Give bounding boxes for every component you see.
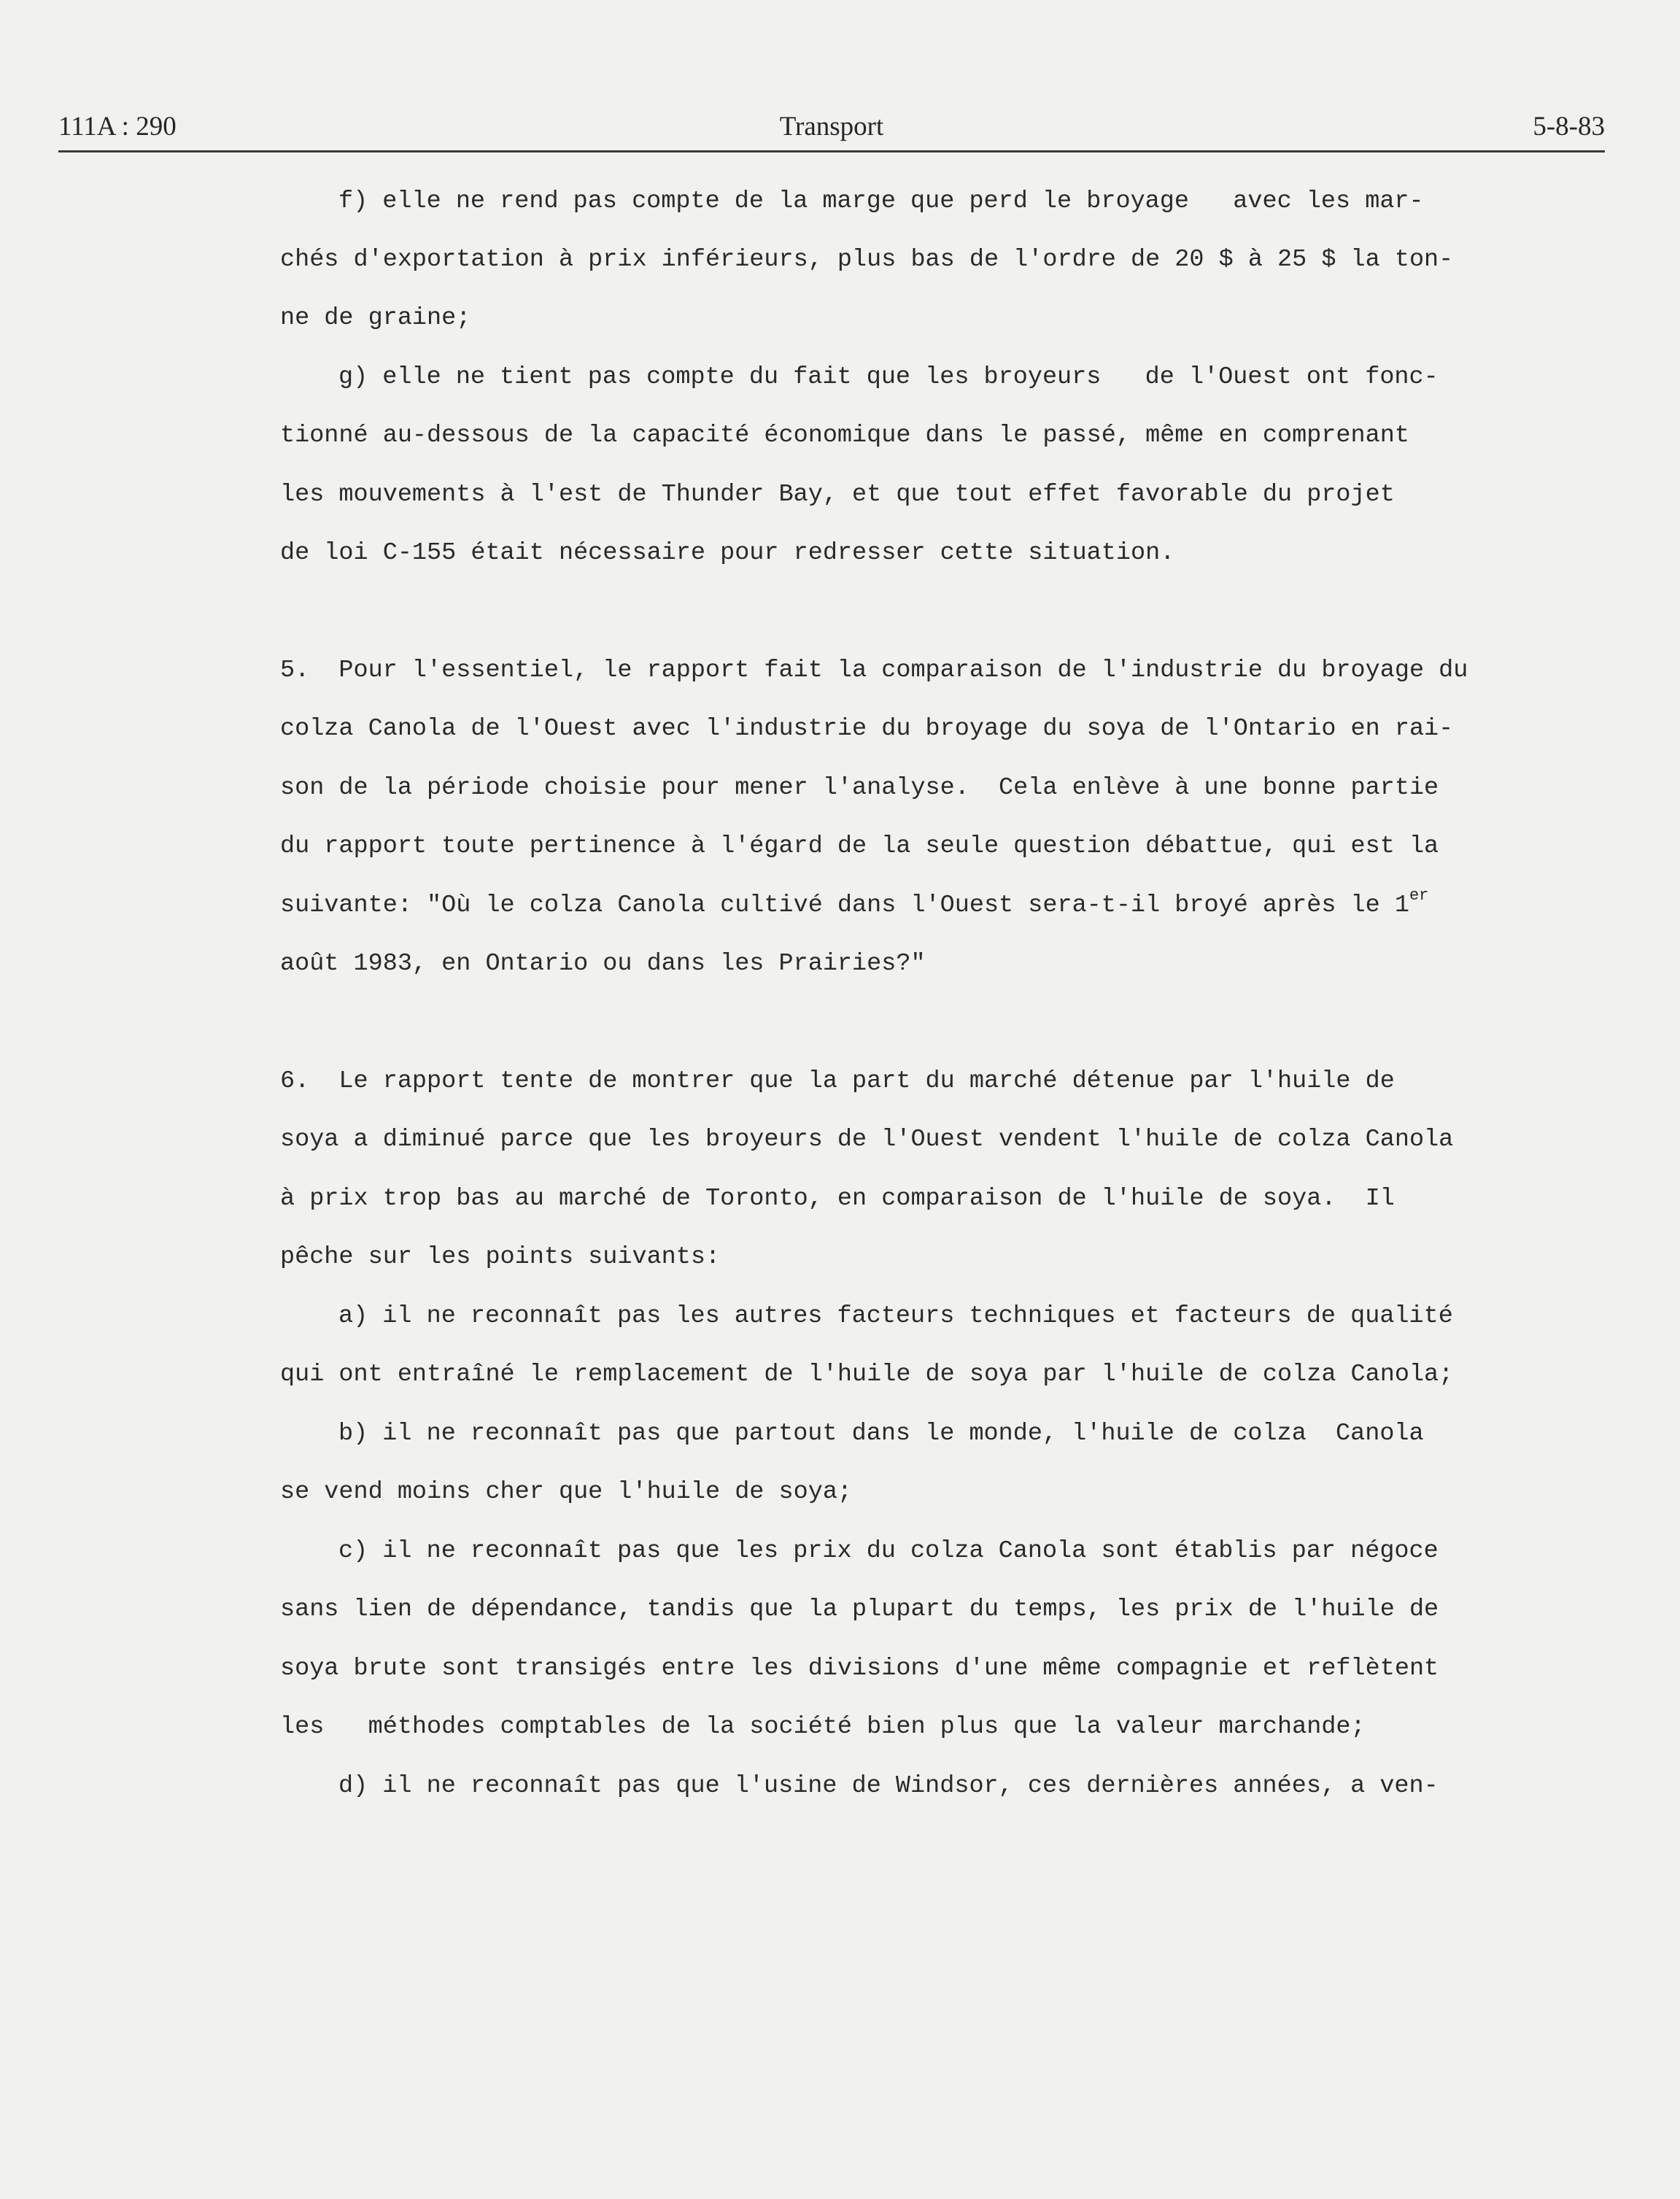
text-line: f) elle ne rend pas compte de la marge que perd le broyage avec les mar- (338, 188, 1424, 215)
header-rule (58, 150, 1605, 152)
text-line: 5. Pour l'essentiel, le rapport fait la comparaison de l'industrie du broyage du (280, 657, 1468, 684)
text-line: ne de graine; (280, 304, 471, 332)
text-line: son de la période choisie pour mener l'analyse. Cela enlève à une bonne partie (280, 774, 1439, 802)
text-line: colza Canola de l'Ouest avec l'industrie du broyage du soya de l'Ontario en rai- (280, 715, 1454, 743)
text-line: sans lien de dépendance, tandis que la plupart du temps, les prix de l'huile de (280, 1596, 1439, 1623)
text-line: soya a diminué parce que les broyeurs de l'Ouest vendent l'huile de colza Canola (280, 1126, 1454, 1153)
text-line: soya brute sont transigés entre les divisions d'une même compagnie et reflètent (280, 1655, 1439, 1682)
page-number: 111A : 290 (58, 112, 177, 142)
text-line: à prix trop bas au marché de Toronto, en comparaison de l'huile de soya. Il (280, 1185, 1395, 1213)
section-title: Transport (779, 112, 884, 142)
text-line: qui ont entraîné le remplacement de l'huile de soya par l'huile de colza Canola; (280, 1361, 1454, 1388)
text-line: d) il ne reconnaît pas que l'usine de Windsor, ces dernières années, a ven- (338, 1772, 1439, 1800)
page-date: 5-8-83 (1533, 112, 1605, 142)
text-span: suivante: "Où le colza Canola cultivé dans l'Ouest sera-t-il broyé après le 1 (280, 892, 1409, 919)
text-line: chés d'exportation à prix inférieurs, plus bas de l'ordre de 20 $ à 25 $ la ton- (280, 246, 1454, 274)
text-line: c) il ne reconnaît pas que les prix du colza Canola sont établis par négoce (338, 1537, 1439, 1565)
text-line (280, 886, 1429, 920)
text-line: tionné au-dessous de la capacité économique dans le passé, même en comprenant (280, 422, 1409, 449)
superscript: er (1409, 886, 1429, 905)
text-line: du rapport toute pertinence à l'égard de la seule question débattue, qui est la (280, 832, 1439, 860)
text-line: se vend moins cher que l'huile de soya; (280, 1478, 853, 1506)
text-line: août 1983, en Ontario ou dans les Prairies?" (280, 950, 926, 978)
text-line: g) elle ne tient pas compte du fait que les broyeurs de l'Ouest ont fonc- (338, 363, 1439, 391)
text-line: a) il ne reconnaît pas les autres facteurs techniques et facteurs de qualité (338, 1302, 1453, 1330)
text-line: les mouvements à l'est de Thunder Bay, et que tout effet favorable du projet (280, 481, 1395, 509)
text-line: b) il ne reconnaît pas que partout dans le monde, l'huile de colza Canola (338, 1420, 1424, 1448)
text-line: les méthodes comptables de la société bien plus que la valeur marchande; (280, 1713, 1366, 1741)
page-header (58, 111, 1605, 152)
text-line: de loi C-155 était nécessaire pour redresser cette situation. (280, 539, 1175, 567)
text-line: 6. Le rapport tente de montrer que la part du marché détenue par l'huile de (280, 1067, 1395, 1095)
text-line: pêche sur les points suivants: (280, 1243, 721, 1271)
